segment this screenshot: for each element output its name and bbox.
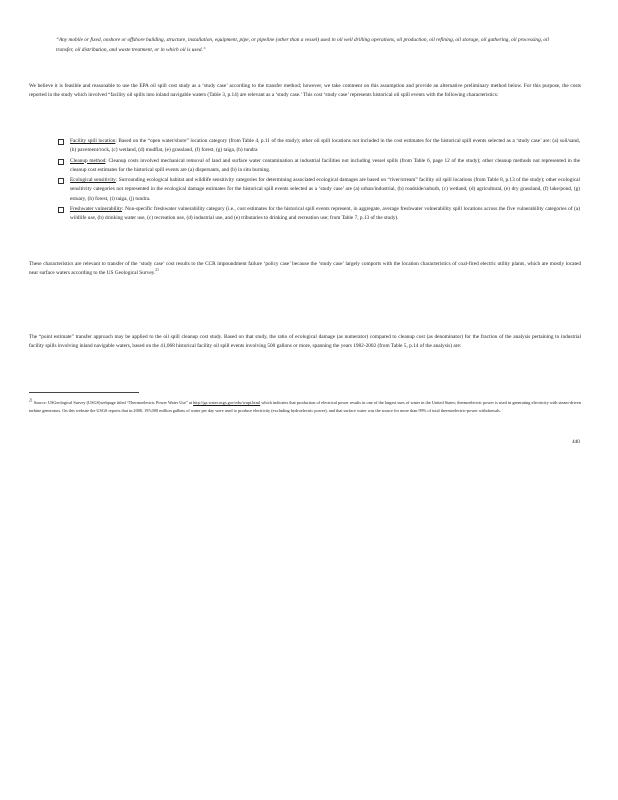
list-item [58, 137, 580, 156]
list-item-term: Cleanup method [70, 157, 106, 164]
list-item-text: : Based on the “open water/shore” location category (from Table 4, p.11 of the study); other oil spill locations not included in the cost estimates for the historical spill events selected as a ‘study case’ are: (a) soil/sand, (b) pavement/rock, (c) wetland, (d) mudflat, (e) grassland, (f) forest, (g) taiga, (h) tundra [70, 138, 580, 154]
footnote-prefix: Source: USGeological Survey (USGS)webpage titled “Thermoelectric Power Water Use” at [33, 400, 192, 405]
checkbox-bullet-icon [58, 178, 64, 184]
list-item-term: Freshwater vulnerability [70, 206, 123, 213]
list-item [58, 205, 580, 224]
checkbox-bullet-icon [58, 159, 64, 165]
quoted-definition: “Any mobile or fixed, onshore or offshore building, structure, installation, equipment, pipe, or pipeline (other than a vessel) used in oil well drilling operations, oil production, oil refining, oil storage, oil gathering, oil processing, oil transfer, oil distribution, and waste treatment, or in which oil is used.” [56, 37, 549, 53]
list-item-text: : Cleanup costs involved mechanical removal of land and surface water contamination at industrial facilities not including vessel spills (from Table 6, page 12 of the study); other cleanup methods not represented in the cleanup cost estimates for the historical spill events are (a) dispersants, and (b) in situ burning. [70, 157, 580, 173]
footnote-number: 21 [29, 398, 33, 403]
list-item-term: Facility spill location [70, 138, 116, 144]
list-item-text: : Non-specific freshwater vulnerability category (i.e., cost estimates for the historical spill events represent, in aggregate, average freshwater vulnerability spill locations across the five vulnerability categories of (a) wildlife use, (b) drinking water use, (c) recreation use, (d) industrial use, and (e) tributaries to drinking and recreation use; from Table 7, p.13 of the study). [70, 206, 580, 222]
checkbox-bullet-icon [58, 207, 64, 213]
paragraph-text: These characteristics are relevant to transfer of the ‘study case’ cost results to the CCR impoundment failure ‘policy case’ because the ‘study case’ largely comports with the location characteristics of coal-fired electric utility plants, which are mostly located near surface waters according to the US Geological Survey. [29, 261, 581, 277]
footnote-link[interactable]: http://ga.water.usgs.gov/edu/wupt.html [193, 400, 261, 405]
paragraph-study-case: We believe it is feasible and reasonable to use the EPA oil spill cost study as a ‘study case’ according to the transfer method; however, we take comment on this assumption and provide an alternative preliminary method below. For this purpose, the costs reported in the study which involved “facility oil spills into inland navigable waters (Table 3, p.14) are relevant as a ‘study case.’ This cost ‘study case’ represents historical oil spill events with the following characteristics: [29, 83, 581, 99]
list-item-term: Ecological sensitivity [70, 177, 116, 184]
list-item [58, 176, 580, 204]
characteristics-list [58, 137, 580, 225]
list-item [58, 157, 580, 176]
checkbox-bullet-icon [58, 139, 64, 145]
footnote-suffix: which indicates that production of electrical power results in one of the largest uses of water in the United States; thermoelectric power is used in generating electricity with steam-driven turbine generators. On this website the USGS reports that in 2000, 195,000 million gallons of water per day were used to produce electricity (excluding hydroelectric power), and that surface water was the source for more than 99% of total thermoelectric-power withdrawals. [29, 400, 581, 414]
footnote-reference[interactable]: 21 [155, 268, 159, 273]
list-item-text: : Surrounding ecological habitat and wildlife sensitivity categories for determining associated ecological damages are based on “river/stream” facility oil spill locations (from Table 8, p.13 of the study); other ecological sensitivity categories not represented in the ecological damage estimates for the historical spill events selected as a ‘study case’ are (a) urban/industrial, (b) roadside/suburb, (c) wetland, (d) agricultural, (e) dry grassland, (f) lake/pond, (g) estuary, (h) forest, (i) taiga, (j) tundra. [70, 177, 580, 202]
paragraph-point-estimate: The “point estimate” transfer approach may be applied to the oil spill cleanup cost study. Based on that study, the ratio of ecological damage (as numerator) compared to cleanup cost (as denominator) for the fraction of the analysis pertaining to industrial facility spills involving inland navigable waters, based on the 41,068 historical facility oil spill events involving 500 gallons or more, spanning the years 1982-2002 (from Table 5, p.14 of the analysis) are: [29, 334, 581, 350]
footnote [29, 399, 581, 416]
footnote-divider [29, 392, 139, 393]
page-number: 440 [572, 439, 580, 445]
paragraph-characteristics-transfer [29, 260, 581, 279]
